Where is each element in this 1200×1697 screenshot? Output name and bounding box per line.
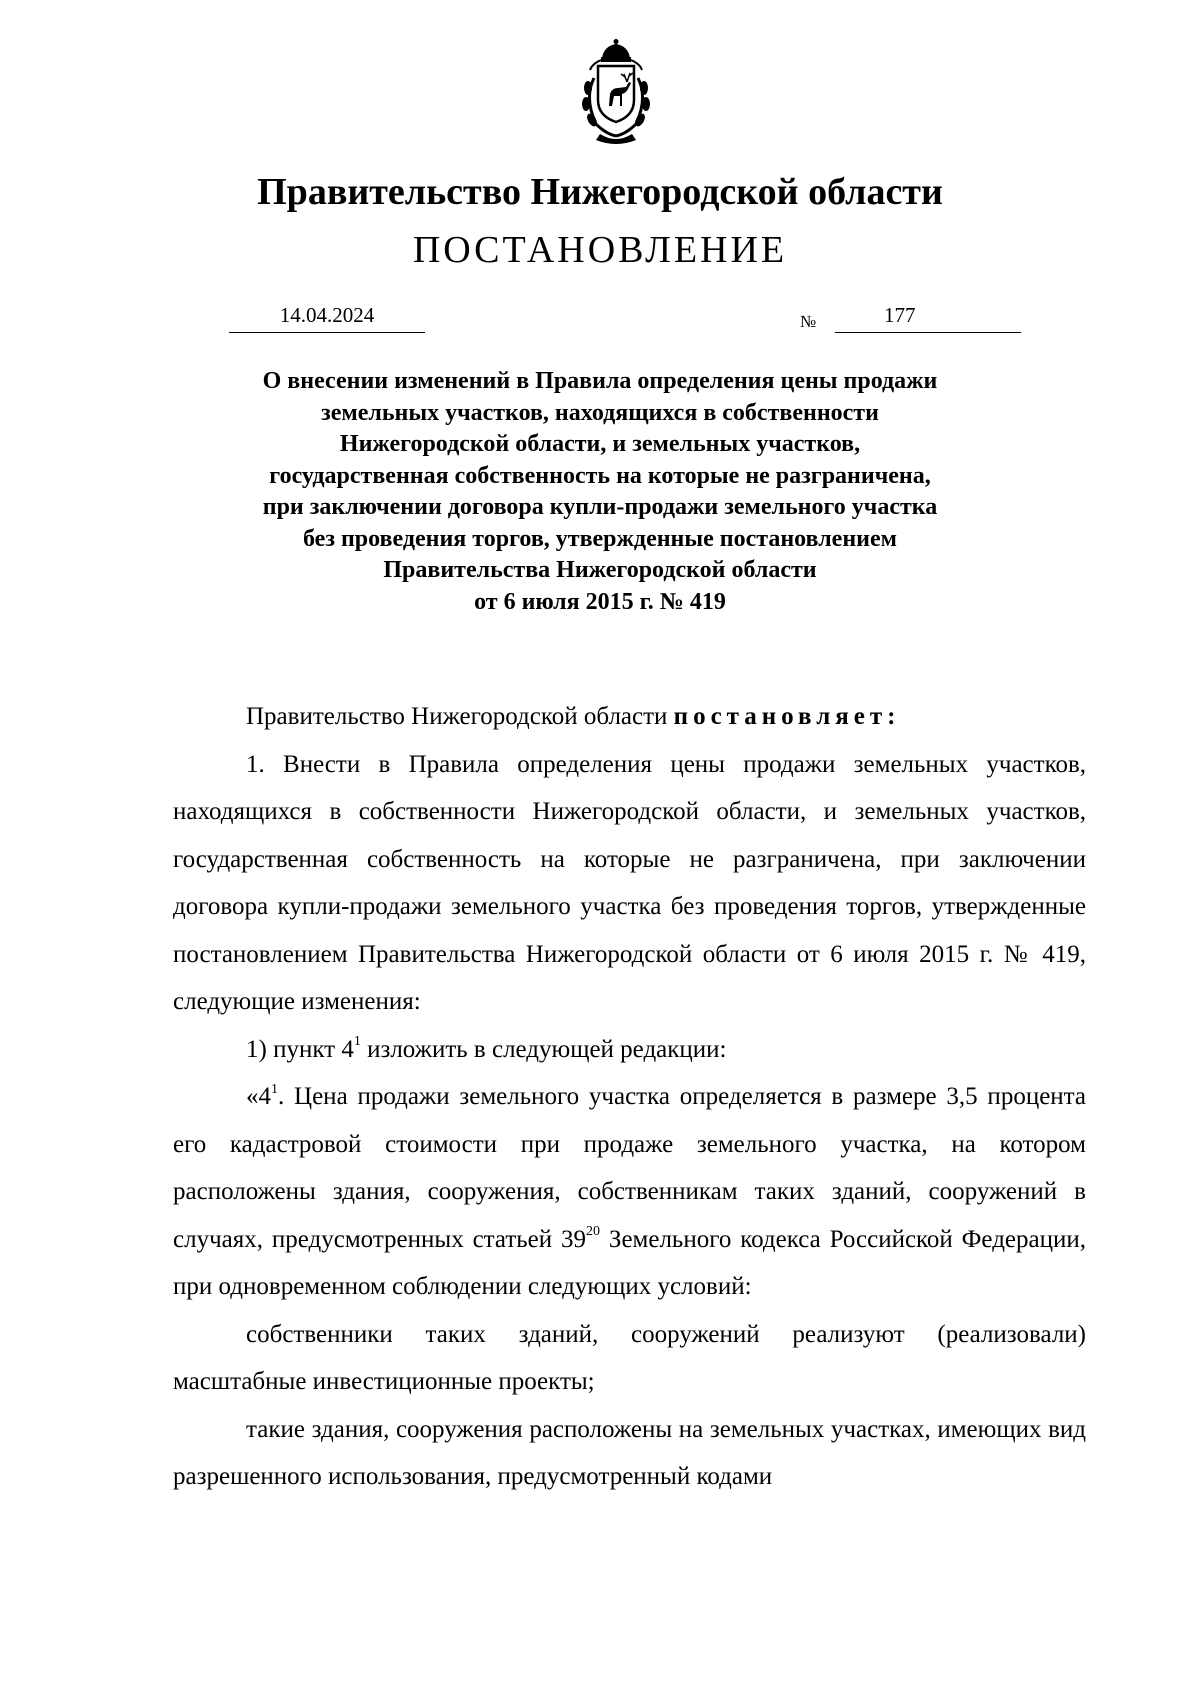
- paragraph-2-text-end: изложить в следующей редакции:: [360, 1035, 727, 1063]
- paragraph-2-text: 1) пункт 4: [246, 1035, 354, 1063]
- document-type: ПОСТАНОВЛЕНИЕ: [412, 229, 788, 271]
- heading-line: при заключении договора купли-продажи земельного участка: [262, 494, 938, 520]
- paragraph-3: [173, 1073, 1086, 1311]
- heading-line: земельных участков, находящихся в собственности: [321, 399, 879, 426]
- preamble-decree-word: постановляет:: [673, 703, 901, 730]
- document-number: 177: [884, 303, 916, 327]
- paragraph-4: собственники таких зданий, сооружений реализуют (реализовали) масштабные инвестиционные проекты;: [173, 1320, 1086, 1395]
- heading-line: от 6 июля 2015 г. № 419: [474, 588, 726, 615]
- number-label: №: [800, 312, 817, 331]
- paragraph-3-text-mid: . Цена продажи земельного участка определяется в размере 3,5 процента его кадастровой стоимости при продаже земельного участка, на котором расположены здания, сооружения, собственникам таких зданий, сооружений в случаях, предусмотренных статьей 39: [173, 1083, 1086, 1253]
- organization-title: Правительство Нижегородской области: [257, 171, 943, 213]
- document-heading: [160, 366, 1040, 618]
- heading-line: Правительства Нижегородской области: [383, 557, 817, 583]
- heading-line: без проведения торгов, утвержденные постановлением: [303, 525, 897, 552]
- heading-line: Нижегородской области, и земельных участков,: [339, 431, 861, 457]
- paragraph-1: 1. Внести в Правила определения цены продажи земельных участков, находящихся в собственности Нижегородской области, и земельных участков, государственная собственность на которые не разграничена, при заключении договора купли-продажи земельного участка без проведения торгов, утвержденные постановлением Правительства Нижегородской области от 6 июля 2015 г. № 419, следующие изменения:: [173, 750, 1086, 1015]
- paragraph-3-text-end: Земельного кодекса Российской Федерации, при одновременном соблюдении следующих условий:: [173, 1225, 1086, 1300]
- heading-line: О внесении изменений в Правила определения цены продажи: [262, 368, 938, 394]
- paragraph-5: такие здания, сооружения расположены на земельных участках, имеющих вид разрешенного использования, предусмотренный кодами: [173, 1415, 1086, 1490]
- preamble: [173, 693, 1086, 741]
- superscript: 20: [586, 1224, 601, 1240]
- heading-line: государственная собственность на которые не разграничена,: [269, 462, 931, 489]
- paragraph-3-text: «4: [246, 1083, 271, 1110]
- paragraph-2: [173, 1026, 1086, 1074]
- superscript: 1: [353, 1034, 361, 1050]
- document-date: 14.04.2024: [229, 302, 425, 333]
- document-body: [173, 693, 1086, 1501]
- preamble-text: Правительство Нижегородской области: [246, 703, 674, 730]
- document-number-field: [835, 302, 1021, 333]
- superscript: 1: [271, 1081, 278, 1097]
- coat-of-arms-emblem: [574, 38, 658, 144]
